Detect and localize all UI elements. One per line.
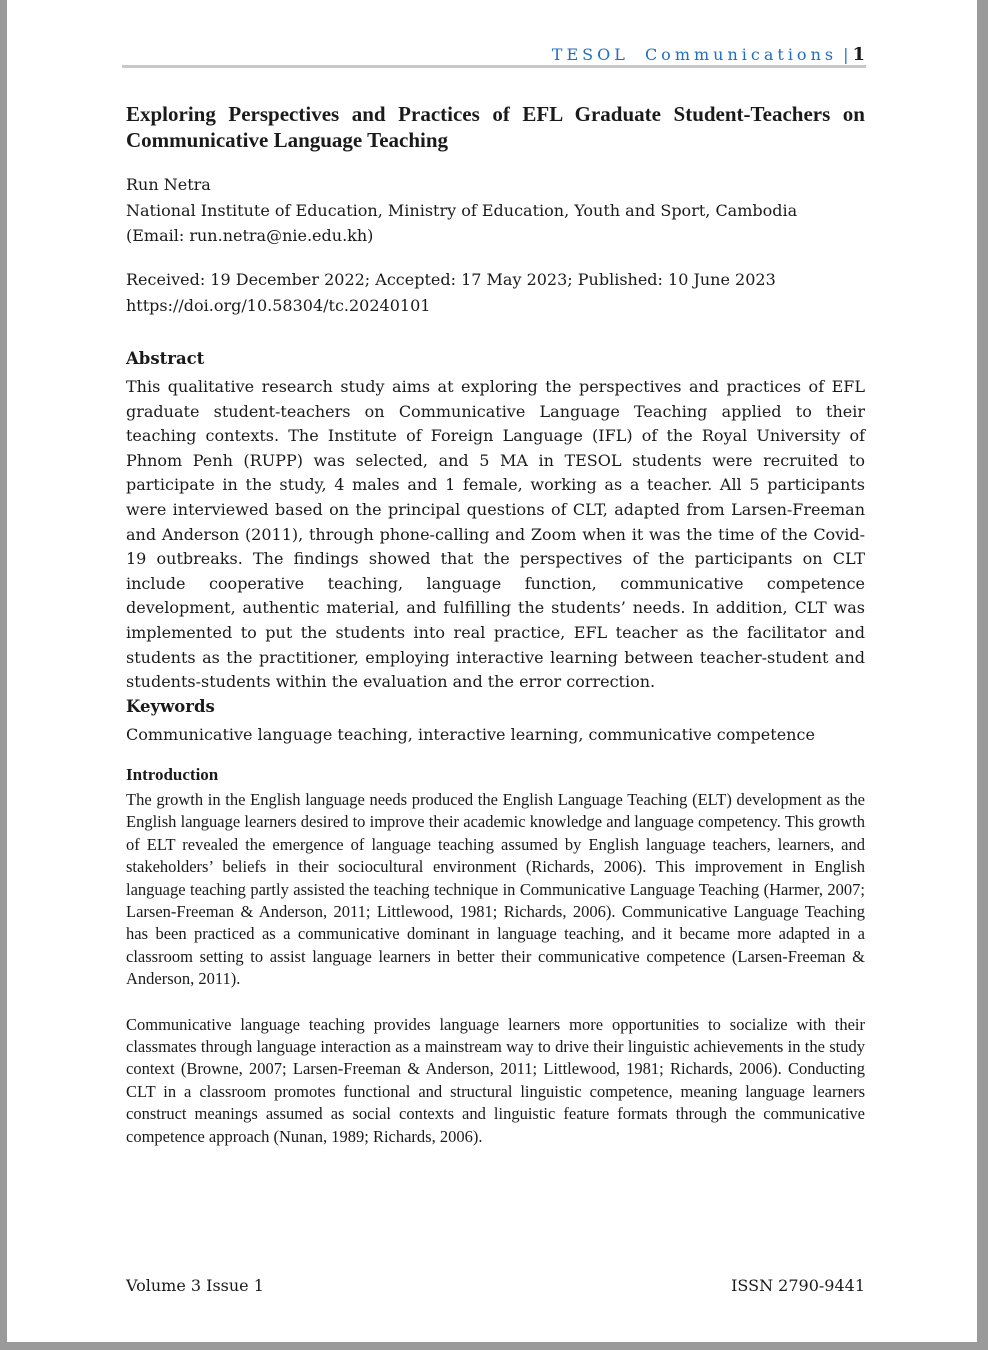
viewer-edge-bottom [0,1342,988,1350]
keywords-body: Communicative language teaching, interactive learning, communicative competence [126,725,815,744]
journal-name: TESOL Communications [551,45,838,64]
header-rule [122,65,866,68]
abstract-body: This qualitative research study aims at exploring the perspectives and practices of EFL graduate student-teachers on Communicative Language Teaching applied to their teaching contexts. The Institute of Foreign Language (IFL) of the Royal University of Phnom Penh (RUPP) was selected, and 5 MA in TESOL students were recruited to participate in the study, 4 males and 1 female, working as a teacher. All 5 participants were interviewed based on the principal questions of CLT, adapted from Larsen-Freeman and Anderson (2011), through phone-calling and Zoom when it was the time of the Covid-19 outbreaks. The findings showed that the perspectives of the participants on CLT include cooperative teaching, language function, communicative competence development, authentic material, and fulfilling the students’ needs. In addition, CLT was implemented to put the students into real practice, EFL teacher as the facilitator and students as the practitioner, employing interactive learning between teacher-student and students-students within the evaluation and the error correction. [126,377,865,692]
dates-block [126,267,865,318]
author-email: (Email: run.netra@nie.edu.kh) [126,226,374,245]
page-number: 1 [852,44,865,65]
viewer-edge-left [0,0,7,1350]
journal-header [126,44,865,65]
author-name: Run Netra [126,175,211,194]
introduction-paragraph: The growth in the English language needs produced the English Language Teaching (ELT) development as the English language learners desired to improve their academic knowledge and language competency. This growth of ELT revealed the emergence of language teaching assumed by English language teachers, learners, and stakeholders’ beliefs in their sociocultural environment (Richards, 2006). This improvement in English language teaching partly assisted the teaching technique in Communicative Language Teaching (Harmer, 2007; Larsen-Freeman & Anderson, 2011; Littlewood, 1981; Richards, 2006). Communicative Language Teaching has been practiced as a communicative dominant in language teaching, and it became more adapted in a classroom setting to assist language learners in better their communicative competence (Larsen-Freeman & Anderson, 2011). [126,790,865,989]
author-affiliation: National Institute of Education, Ministry of Education, Youth and Sport, Cambodia [126,200,798,220]
footer-issn: ISSN 2790-9441 [731,1276,865,1295]
introduction-body [126,789,865,1171]
viewer-edge-right [977,0,988,1350]
author-block [126,172,865,249]
paper-title: Exploring Perspectives and Practices of EFL Graduate Student-Teachers on Communicative Language Teaching [126,102,865,152]
page-content [126,0,865,1342]
introduction-paragraph: Communicative language teaching provides language learners more opportunities to socialize with their classmates through language interaction as a mainstream way to drive their linguistic achievements in the study context (Browne, 2007; Larsen-Freeman & Anderson, 2011; Littlewood, 1981; Richards, 2006). Conducting CLT in a classroom promotes functional and structural linguistic competence, meaning language learners construct meanings assumed as social contexts and linguistic feature formats through the communicative competence approach (Nunan, 1989; Richards, 2006). [126,1014,865,1146]
keywords-heading: Keywords [126,697,215,716]
page-number-separator: | [843,45,849,64]
received-accepted-published-line: Received: 19 December 2022; Accepted: 17 May 2023; Published: 10 June 2023 [126,270,776,289]
introduction-heading: Introduction [126,765,219,784]
doi-line: https://doi.org/10.58304/tc.20240101 [126,295,431,315]
page-footer [126,1276,865,1295]
abstract-heading: Abstract [126,349,205,368]
footer-volume-issue: Volume 3 Issue 1 [126,1276,264,1295]
